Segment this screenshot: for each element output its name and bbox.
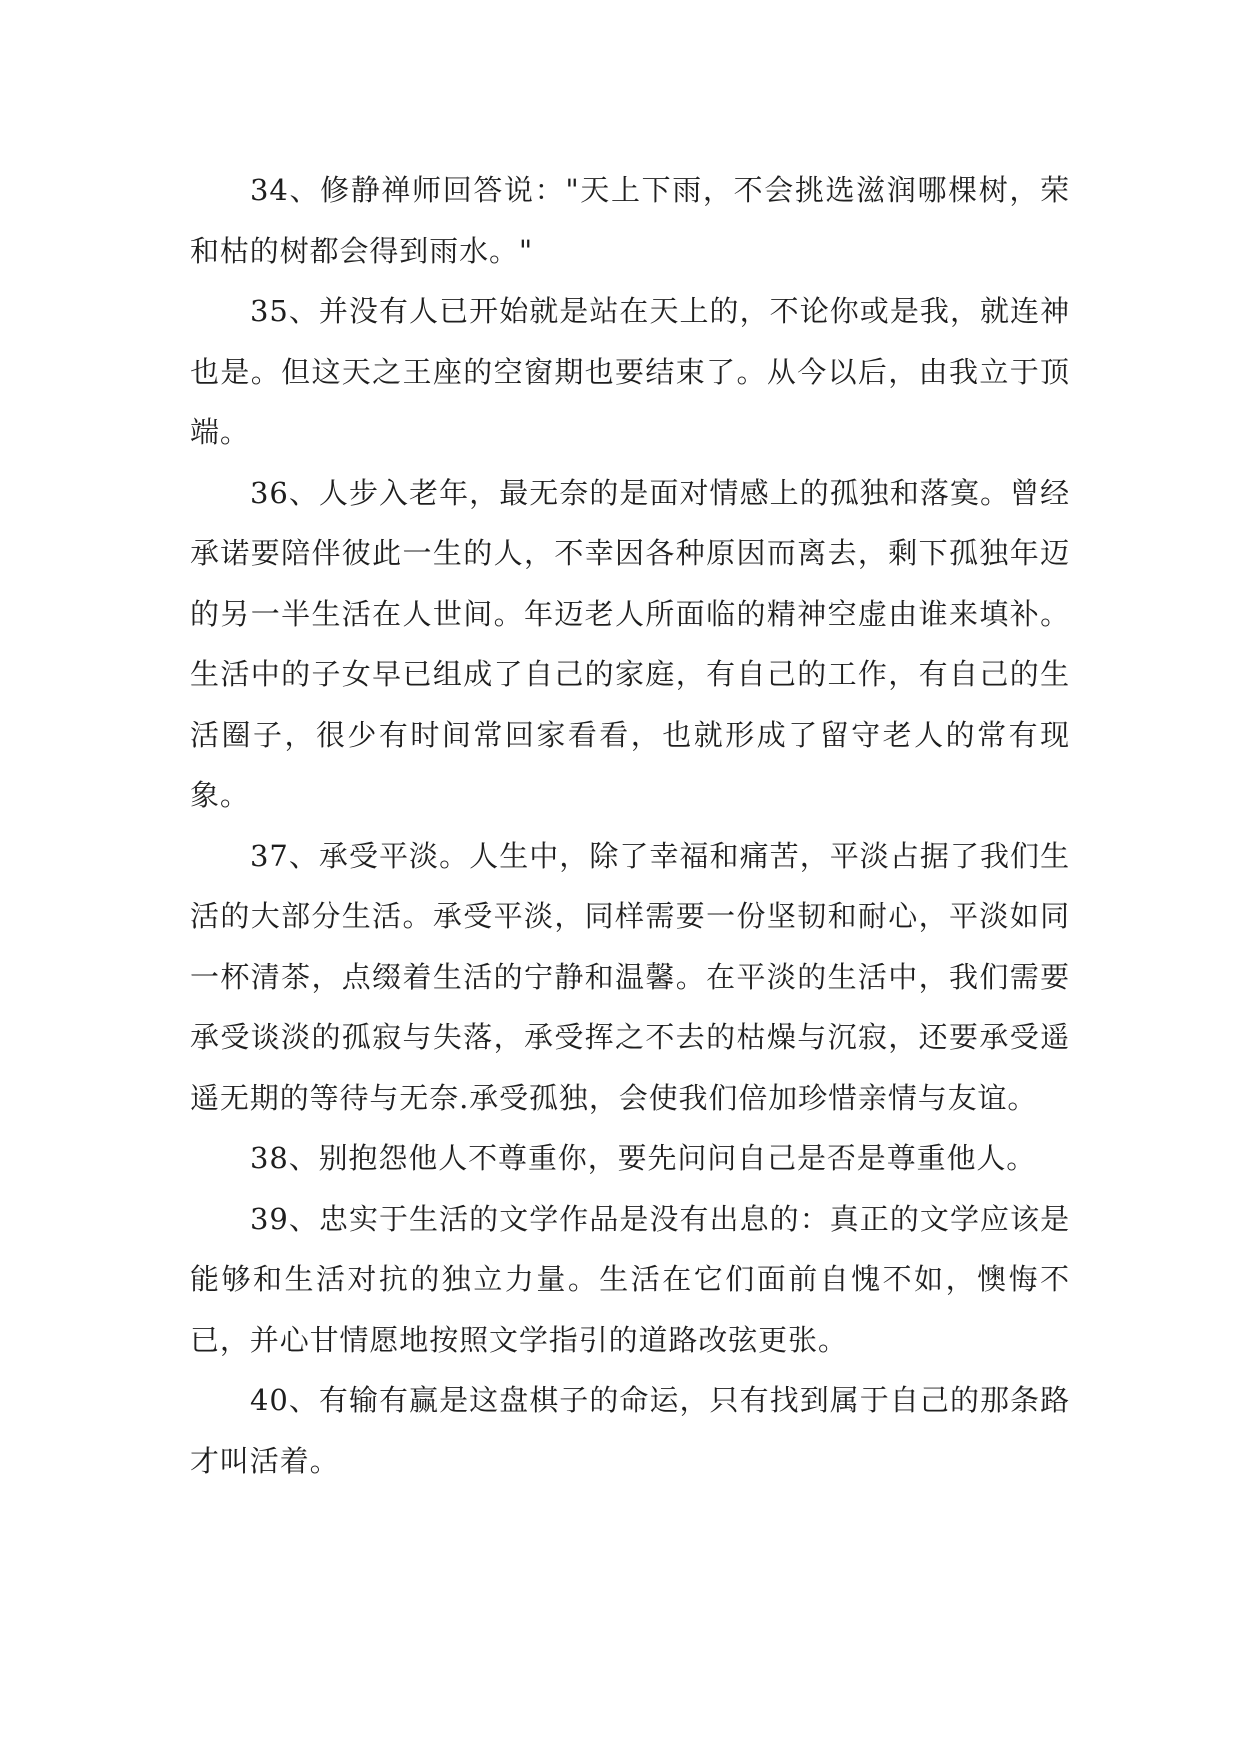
paragraph-40: 40、有输有赢是这盘棋子的命运，只有找到属于自己的那条路才叫活着。 [190, 1383, 1070, 1478]
paragraph-38: 38、别抱怨他人不尊重你，要先问问自己是否是尊重他人。 [250, 1141, 1037, 1175]
document-body [190, 160, 1070, 1491]
paragraph-37: 37、承受平淡。人生中，除了幸福和痛苦，平淡占据了我们生活的大部分生活。承受平淡，同样需要一份坚韧和耐心，平淡如同一杯清茶，点缀着生活的宁静和温馨。在平淡的生活中，我们需要承受谈淡的孤寂与失落，承受挥之不去的枯燥与沉寂，还要承受遥遥无期的等待与无奈.承受孤独，会使我们倍加珍惜亲情与友谊。 [190, 838, 1070, 1115]
paragraph-36: 36、人步入老年，最无奈的是面对情感上的孤独和落寞。曾经承诺要陪伴彼此一生的人，不幸因各种原因而离去，剩下孤独年迈的另一半生活在人世间。年迈老人所面临的精神空虚由谁来填补。生活中的子女早已组成了自己的家庭，有自己的工作，有自己的生活圈子，很少有时间常回家看看，也就形成了留守老人的常有现象。 [190, 475, 1070, 812]
paragraph-35: 35、并没有人已开始就是站在天上的，不论你或是我，就连神也是。但这天之王座的空窗期也要结束了。从今以后，由我立于顶端。 [190, 294, 1070, 449]
paragraph-34: 34、修静禅师回答说："天上下雨，不会挑选滋润哪棵树，荣和枯的树都会得到雨水。" [190, 173, 1070, 268]
paragraph-39: 39、忠实于生活的文学作品是没有出息的：真正的文学应该是能够和生活对抗的独立力量。生活在它们面前自愧不如，懊悔不已，并心甘情愿地按照文学指引的道路改弦更张。 [190, 1201, 1070, 1357]
